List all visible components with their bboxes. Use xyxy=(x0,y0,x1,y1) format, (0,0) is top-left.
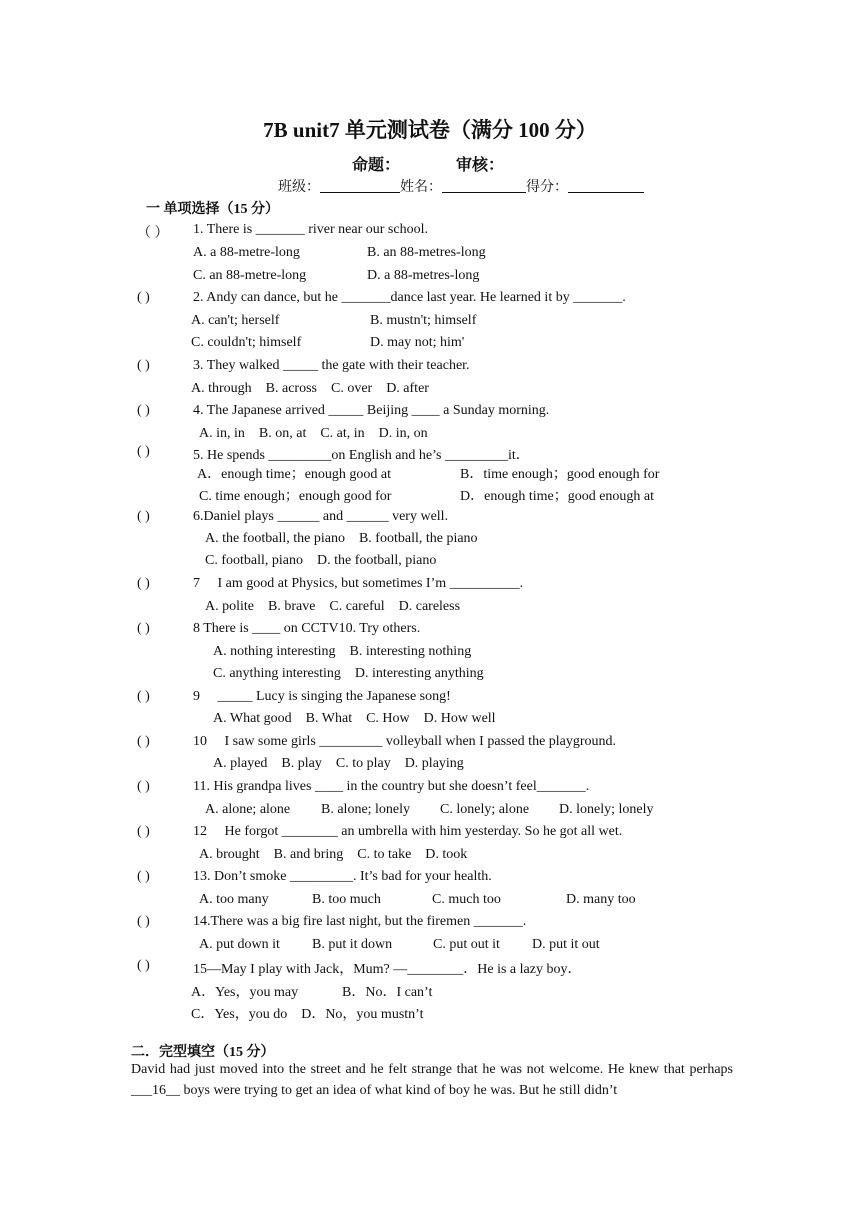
option: C. couldn't; himself xyxy=(191,335,302,350)
answer-paren: ( ) xyxy=(137,621,150,636)
option: A. in, in B. on, at C. at, in D. in, on xyxy=(199,426,428,441)
option: B．No．I can’t xyxy=(342,985,433,1000)
option: B．time enough；good enough for xyxy=(460,467,660,482)
class-blank xyxy=(320,178,400,193)
option: A. alone; alone xyxy=(205,802,291,817)
option: C. an 88-metre-long xyxy=(193,268,307,283)
answer-paren: ( ) xyxy=(137,576,150,591)
question-text: 11. His grandpa lives ____ in the country but she doesn’t feel_______. xyxy=(193,779,590,794)
option: A. nothing interesting B. interesting nothing xyxy=(213,644,472,659)
answer-paren: ( ) xyxy=(137,403,150,418)
question-text: 9 _____ Lucy is singing the Japanese song! xyxy=(193,689,451,704)
option: A. a 88-metre-long xyxy=(193,245,300,260)
option: A. brought B. and bring C. to take D. took xyxy=(199,847,468,862)
answer-paren: ( ) xyxy=(137,869,150,884)
option: A. the football, the piano B. football, the piano xyxy=(205,531,478,546)
propose-label: 命题： xyxy=(352,157,401,174)
option: A. polite B. brave C. careful D. careless xyxy=(205,599,461,614)
option: D. lonely; lonely xyxy=(559,802,654,817)
section-1-title: 一 单项选择（15 分） xyxy=(146,202,279,217)
option: A. through B. across C. over D. after xyxy=(191,381,429,396)
option: B. put it down xyxy=(312,937,393,952)
question-text: 6.Daniel plays ______ and ______ very well. xyxy=(193,509,449,524)
answer-paren: ( ) xyxy=(137,734,150,749)
option: C．Yes，you do D．No，you mustn’t xyxy=(191,1007,424,1022)
answer-paren: ( ) xyxy=(137,689,150,704)
question-text: 3. They walked _____ the gate with their teacher. xyxy=(193,358,470,373)
class-label: 班级： xyxy=(278,180,320,195)
score-label: 得分： xyxy=(526,180,568,195)
option: D. a 88-metres-long xyxy=(367,268,480,283)
answer-paren: ( ) xyxy=(137,509,150,524)
option: B. alone; lonely xyxy=(321,802,411,817)
question-text: 15—May I play with Jack，Mum? —________．He is a lazy boy． xyxy=(193,962,582,977)
option: C. time enough；enough good for xyxy=(199,489,392,504)
question-text: 7 I am good at Physics, but sometimes I’m __________. xyxy=(193,576,524,591)
option: B. an 88-metres-long xyxy=(367,245,486,260)
option: B. too much xyxy=(312,892,381,907)
option: A．Yes，you may xyxy=(191,985,299,1000)
option: A. put down it xyxy=(199,937,280,952)
review-label: 审核： xyxy=(456,157,505,174)
option: A．enough time；enough good at xyxy=(197,467,392,482)
question-text: 13. Don’t smoke _________. It’s bad for your health. xyxy=(193,869,492,884)
option: A. can't; herself xyxy=(191,313,280,328)
section-2-title: 二．完型填空（15 分） xyxy=(131,1045,275,1060)
page-title: 7B unit7 单元测试卷（满分 100 分） xyxy=(263,118,597,142)
answer-paren: （ ） xyxy=(137,226,169,241)
option: C. anything interesting D. interesting anything xyxy=(213,666,484,681)
option: D．enough time；good enough at xyxy=(460,489,655,504)
question-text: 5. He spends _________on English and he’s _________it． xyxy=(193,448,530,463)
option: C. much too xyxy=(432,892,501,907)
answer-paren: ( ) xyxy=(137,914,150,929)
name-blank xyxy=(442,178,526,193)
student-info-line xyxy=(278,176,644,196)
answer-paren: ( ) xyxy=(137,444,150,459)
option: C. lonely; alone xyxy=(440,802,530,817)
option: A. played B. play C. to play D. playing xyxy=(213,756,464,771)
question-text: 8 There is ____ on CCTV10. Try others. xyxy=(193,621,421,636)
question-text: 1. There is _______ river near our school. xyxy=(193,222,428,237)
option: B. mustn't; himself xyxy=(370,313,477,328)
option: D. may not; him' xyxy=(370,335,465,350)
answer-paren: ( ) xyxy=(137,958,150,973)
option: C. football, piano D. the football, piano xyxy=(205,553,437,568)
answer-paren: ( ) xyxy=(137,779,150,794)
option: D. put it out xyxy=(532,937,600,952)
option: A. What good B. What C. How D. How well xyxy=(213,711,496,726)
question-text: 4. The Japanese arrived _____ Beijing ____ a Sunday morning. xyxy=(193,403,550,418)
question-text: 10 I saw some girls _________ volleyball when I passed the playground. xyxy=(193,734,617,749)
question-text: 12 He forgot ________ an umbrella with him yesterday. So he got all wet. xyxy=(193,824,623,839)
question-text: 14.There was a big fire last night, but the firemen _______. xyxy=(193,914,527,929)
score-blank xyxy=(568,178,644,193)
answer-paren: ( ) xyxy=(137,824,150,839)
option: C. put out it xyxy=(433,937,500,952)
option: A. too many xyxy=(199,892,269,907)
cloze-paragraph: David had just moved into the street and he felt strange that he was not welcome. He knew that perhaps ___16__ boys were trying to get an idea of what kind of boy he was. But he still didn’t xyxy=(131,1062,733,1098)
answer-paren: ( ) xyxy=(137,290,150,305)
question-text: 2. Andy can dance, but he _______dance last year. He learned it by _______. xyxy=(193,290,626,305)
answer-paren: ( ) xyxy=(137,358,150,373)
option: D. many too xyxy=(566,892,636,907)
name-label: 姓名： xyxy=(400,180,442,195)
